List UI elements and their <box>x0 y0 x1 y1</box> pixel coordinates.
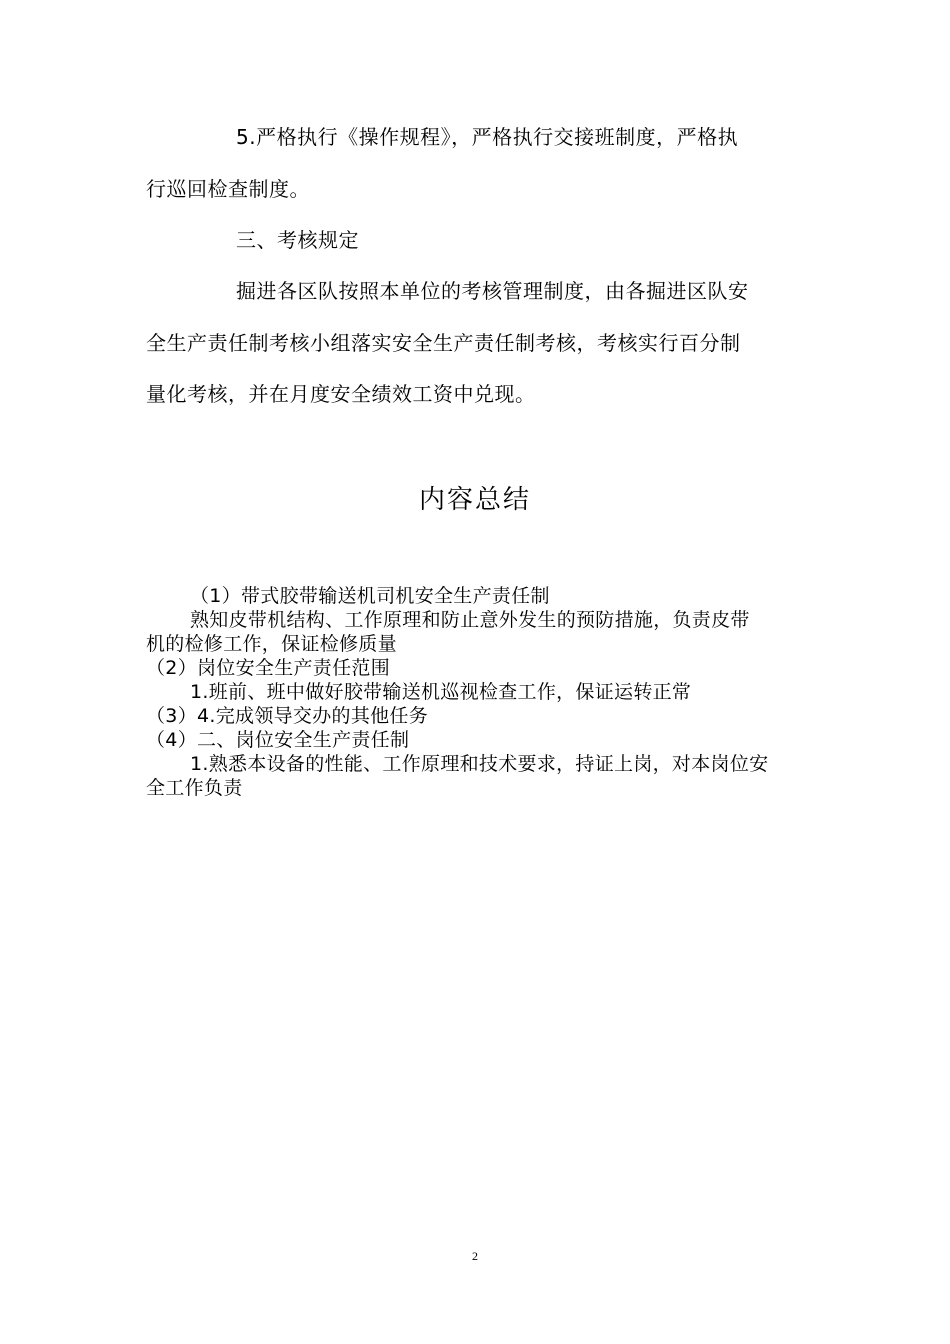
section-heading: 三、考核规定 <box>236 228 359 252</box>
summary-line: 1.熟悉本设备的性能、工作原理和技术要求，持证上岗，对本岗位安 <box>190 753 769 775</box>
summary-line: （3）4.完成领导交办的其他任务 <box>146 705 429 727</box>
paragraph-line: 5.严格执行《操作规程》，严格执行交接班制度，严格执 <box>236 125 739 149</box>
page-number: 2 <box>472 1249 478 1263</box>
summary-line: （2）岗位安全生产责任范围 <box>146 657 390 679</box>
summary-line: （4）二、岗位安全生产责任制 <box>146 729 410 751</box>
summary-line: 1.班前、班中做好胶带输送机巡视检查工作，保证运转正常 <box>190 681 692 703</box>
summary-line: 熟知皮带机结构、工作原理和防止意外发生的预防措施，负责皮带 <box>190 609 750 631</box>
summary-line: （1）带式胶带输送机司机安全生产责任制 <box>190 585 550 607</box>
summary-title: 内容总结 <box>418 485 531 515</box>
paragraph-line: 掘进各区队按照本单位的考核管理制度，由各掘进区队安 <box>236 279 749 303</box>
paragraph-line: 量化考核，并在月度安全绩效工资中兑现。 <box>146 382 536 406</box>
summary-line: 全工作负责 <box>146 777 243 799</box>
summary-line: 机的检修工作，保证检修质量 <box>146 633 397 655</box>
paragraph-line: 行巡回检查制度。 <box>146 177 310 201</box>
paragraph-line: 全生产责任制考核小组落实安全生产责任制考核，考核实行百分制 <box>146 331 741 355</box>
